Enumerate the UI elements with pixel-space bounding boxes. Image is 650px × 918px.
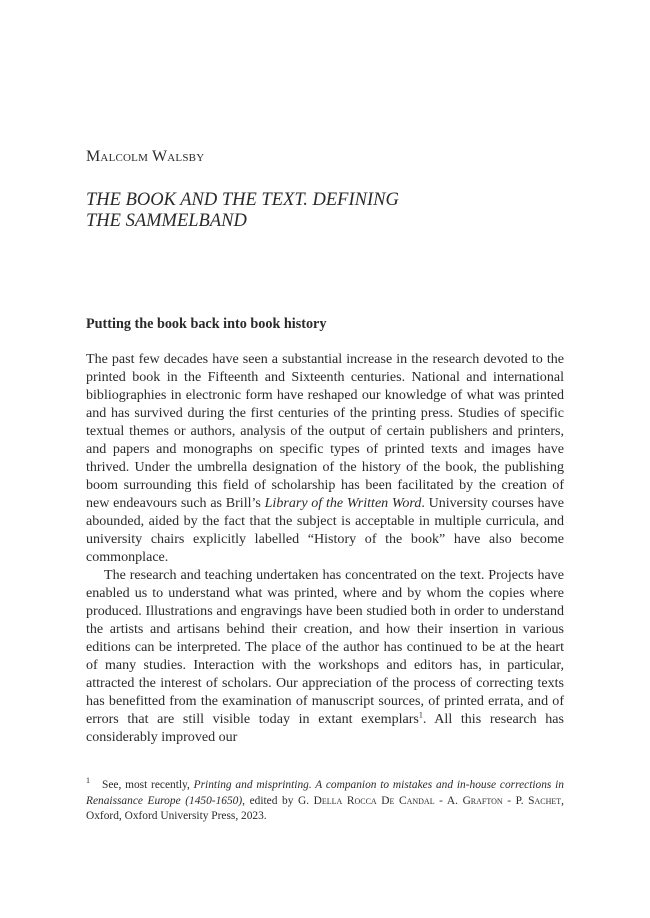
footnote-reference[interactable]: 1: [418, 710, 423, 720]
paragraph-1: [86, 350, 564, 566]
paragraph-1-text-end: . University courses have abounded, aided by the fact that the subject is acceptable in multiple curricula, and university chairs explicitly labelled “History of the book” have also become commonplace.: [86, 495, 565, 565]
footnote-book-title: Printing and misprinting. A companion to mistakes and in-house corrections in Renaissance Europe (1450-1650): [86, 779, 565, 807]
footnote-editor: Grafton: [462, 794, 503, 807]
paragraph-2-text-end: . All this research has considerably improved our: [86, 711, 564, 745]
footnote-editor: Della Rocca De Candal: [313, 794, 435, 807]
paragraph-2: [86, 566, 564, 746]
chapter-title-line-1: THE BOOK AND THE TEXT. DEFINING: [86, 190, 399, 210]
series-title: Library of the Written Word: [264, 495, 422, 511]
footnote-separator: - P.: [502, 794, 529, 807]
footnote: 1 See, most recently, Printing and misprinting. A companion to mistakes and in-house corrections in Renaissance Europe (1450-1650), edited by G. Della Rocca De Candal - A. Grafton - P. Sachet, Oxford, Oxford University Press, 2023.: [86, 776, 565, 822]
footnote-editors-prefix: , edited by G.: [242, 794, 314, 807]
footnote-editor: Sachet: [528, 794, 562, 807]
chapter-title-line-2: THE SAMMELBAND: [86, 211, 247, 231]
paragraph-2-text: The research and teaching undertaken has concentrated on the text. Projects have enabled us to understand what was printed, where and by whom the copies where produced. Illustrations and engravings have been studied both in order to understand the artists and artisans behind their creation, and how their insertion in various editions can be interpreted. The place of the author has continued to be at the heart of many studies. Interaction with the workshops and editors has, in particular, attracted the interest of scholars. Our appreciation of the process of correcting texts has benefitted from the examination of manuscript sources, of printed errata, and of errors that are still visible today in extant exemplars: [86, 567, 564, 727]
footnote-lead: See, most recently,: [102, 779, 194, 791]
footnote-publication: , Oxford, Oxford University Press, 2023.: [86, 794, 564, 822]
chapter-title: [86, 190, 566, 232]
footnote-separator: - A.: [434, 794, 463, 807]
paragraph-1-text: The past few decades have seen a substantial increase in the research devoted to the printed book in the Fifteenth and Sixteenth centuries. National and international bibliographies in electronic form have reshaped our knowledge of what was printed and has survived during the first centuries of the printing press. Studies of specific textual themes or authors, analysis of the output of certain publishers and printers, and papers and monographs on specific types of printed texts and images have thrived. Under the umbrella designation of the history of the book, the publishing boom surrounding this field of scholarship has been facilitated by the creation of new endeavours such as Brill’s: [86, 351, 564, 511]
body-text: [86, 350, 564, 746]
author-name: Malcolm Walsby: [86, 148, 205, 165]
section-heading: Putting the book back into book history: [86, 316, 327, 332]
